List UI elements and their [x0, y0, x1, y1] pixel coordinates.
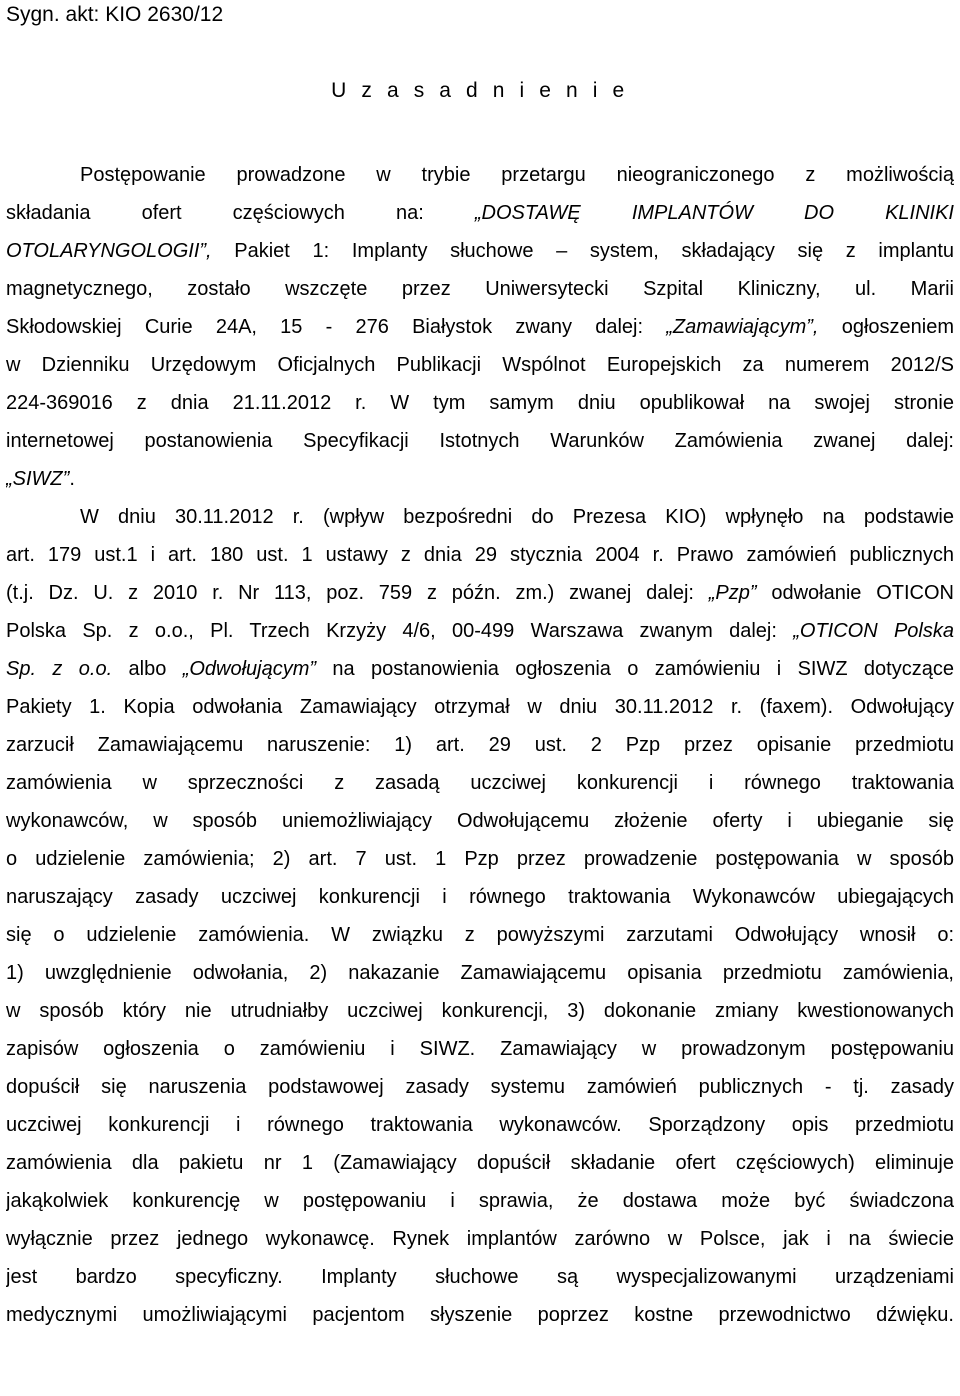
text-line — [6, 878, 954, 916]
text-line — [6, 1030, 954, 1068]
text-span: o udzielenie zamówienia; 2) art. 7 ust. 1 Pzp przez prowadzenie postępowania w sposób — [6, 848, 954, 870]
italic-text: OTOLARYNGOLOGII”, — [6, 240, 212, 262]
text-span: uczciwej konkurencji i równego traktowania wykonawców. Sporządzony opis przedmiotu — [6, 1114, 954, 1136]
italic-text: „Odwołującym” — [182, 658, 317, 680]
text-line — [6, 1068, 954, 1106]
text-line — [6, 422, 954, 460]
text-line — [6, 726, 954, 764]
text-line — [6, 574, 954, 612]
text-line — [6, 1220, 954, 1258]
italic-text: Sp. z o.o. — [6, 658, 113, 680]
text-line — [6, 688, 954, 726]
text-span: zamówienia dla pakietu nr 1 (Zamawiający dopuścił składanie ofert częściowych) eliminuje — [6, 1152, 954, 1174]
text-span: . — [69, 468, 75, 490]
text-line — [6, 992, 954, 1030]
text-line — [6, 232, 954, 270]
text-span: Postępowanie prowadzone w trybie przetargu nieograniczonego z możliwością — [80, 164, 954, 186]
text-span: Polska Sp. z o.o., Pl. Trzech Krzyży 4/6, 00-499 Warszawa zwanym dalej: — [6, 620, 794, 642]
italic-text: „Zamawiającym”, — [666, 316, 819, 338]
text-line — [6, 308, 954, 346]
text-span: jakąkolwiek konkurencję w postępowaniu i sprawia, że dostawa może być świadczona — [6, 1190, 954, 1212]
text-line — [6, 536, 954, 574]
text-span: art. 179 ust.1 i art. 180 ust. 1 ustawy z dnia 29 stycznia 2004 r. Prawo zamówień publicznych — [6, 544, 954, 566]
text-span: Pakiety 1. Kopia odwołania Zamawiający otrzymał w dniu 30.11.2012 r. (faxem). Odwołujący — [6, 696, 954, 718]
text-span: się o udzielenie zamówienia. W związku z powyższymi zarzutami Odwołujący wnosił o: — [6, 924, 954, 946]
text-span: medycznymi umożliwiającymi pacjentom słyszenie poprzez kostne przewodnictwo dźwięku. — [6, 1304, 954, 1326]
text-line — [6, 1144, 954, 1182]
text-line — [6, 1296, 954, 1334]
text-span: magnetycznego, zostało wszczęte przez Uniwersytecki Szpital Kliniczny, ul. Marii — [6, 278, 954, 300]
text-line — [6, 1258, 954, 1296]
text-span: wykonawców, w sposób uniemożliwiający Odwołującemu złożenie oferty i ubieganie się — [6, 810, 954, 832]
italic-text: „DOSTAWĘ IMPLANTÓW DO KLINIKI — [474, 202, 954, 224]
case-signature: Sygn. akt: KIO 2630/12 — [6, 3, 224, 26]
document-heading: U z a s a d n i e n i e — [331, 79, 629, 102]
text-span: zamówienia w sprzeczności z zasadą uczciwej konkurencji i równego traktowania — [6, 772, 954, 794]
italic-text: „SIWZ” — [6, 468, 70, 490]
text-line — [6, 156, 954, 194]
text-line — [6, 764, 954, 802]
text-line — [6, 194, 954, 232]
text-span: dopuścił się naruszenia podstawowej zasady systemu zamówień publicznych - tj. zasady — [6, 1076, 954, 1098]
text-span: Skłodowskiej Curie 24A, 15 - 276 Białystok zwany dalej: — [6, 316, 667, 338]
text-line — [6, 916, 954, 954]
text-span: składania ofert częściowych na: — [6, 202, 475, 224]
italic-text: „Pzp” — [708, 582, 757, 604]
text-line — [6, 270, 954, 308]
text-line — [6, 840, 954, 878]
italic-text: „OTICON Polska — [793, 620, 954, 642]
text-line — [6, 498, 954, 536]
text-span: W dniu 30.11.2012 r. (wpływ bezpośredni do Prezesa KIO) wpłynęło na podstawie — [80, 506, 954, 528]
text-line — [6, 954, 954, 992]
text-span: jest bardzo specyficzny. Implanty słuchowe są wyspecjalizowanymi urządzeniami — [6, 1266, 954, 1288]
text-span: ogłoszeniem — [818, 316, 954, 338]
text-span: w sposób który nie utrudniałby uczciwej konkurencji, 3) dokonanie zmiany kwestionowanych — [6, 1000, 954, 1022]
text-span: zarzucił Zamawiającemu naruszenie: 1) art. 29 ust. 2 Pzp przez opisanie przedmiotu — [6, 734, 954, 756]
text-span: internetowej postanowienia Specyfikacji Istotnych Warunków Zamówienia zwanej dalej: — [6, 430, 954, 452]
text-line — [6, 346, 954, 384]
text-span: odwołanie OTICON — [756, 582, 954, 604]
text-span: w Dzienniku Urzędowym Oficjalnych Publikacji Wspólnot Europejskich za numerem 2012/S — [6, 354, 954, 376]
text-span: (t.j. Dz. U. z 2010 r. Nr 113, poz. 759 z późn. zm.) zwanej dalej: — [6, 582, 709, 604]
text-line — [6, 460, 954, 498]
body-text — [6, 156, 954, 1334]
text-span: 224-369016 z dnia 21.11.2012 r. W tym samym dniu opublikował na swojej stronie — [6, 392, 954, 414]
text-line — [6, 650, 954, 688]
text-line — [6, 1182, 954, 1220]
text-line — [6, 1106, 954, 1144]
text-line — [6, 612, 954, 650]
text-span: 1) uwzględnienie odwołania, 2) nakazanie Zamawiającemu opisania przedmiotu zamówienia, — [6, 962, 954, 984]
text-span: albo — [112, 658, 183, 680]
text-span: wyłącznie przez jednego wykonawcę. Rynek implantów zarówno w Polsce, jak i na świecie — [6, 1228, 954, 1250]
text-line — [6, 384, 954, 422]
text-span: naruszający zasady uczciwej konkurencji i równego traktowania Wykonawców ubiegających — [6, 886, 954, 908]
text-line — [6, 802, 954, 840]
text-span: na postanowienia ogłoszenia o zamówieniu i SIWZ dotyczące — [316, 658, 954, 680]
text-span: zapisów ogłoszenia o zamówieniu i SIWZ. Zamawiający w prowadzonym postępowaniu — [6, 1038, 954, 1060]
text-span: Pakiet 1: Implanty słuchowe – system, składający się z implantu — [211, 240, 954, 262]
